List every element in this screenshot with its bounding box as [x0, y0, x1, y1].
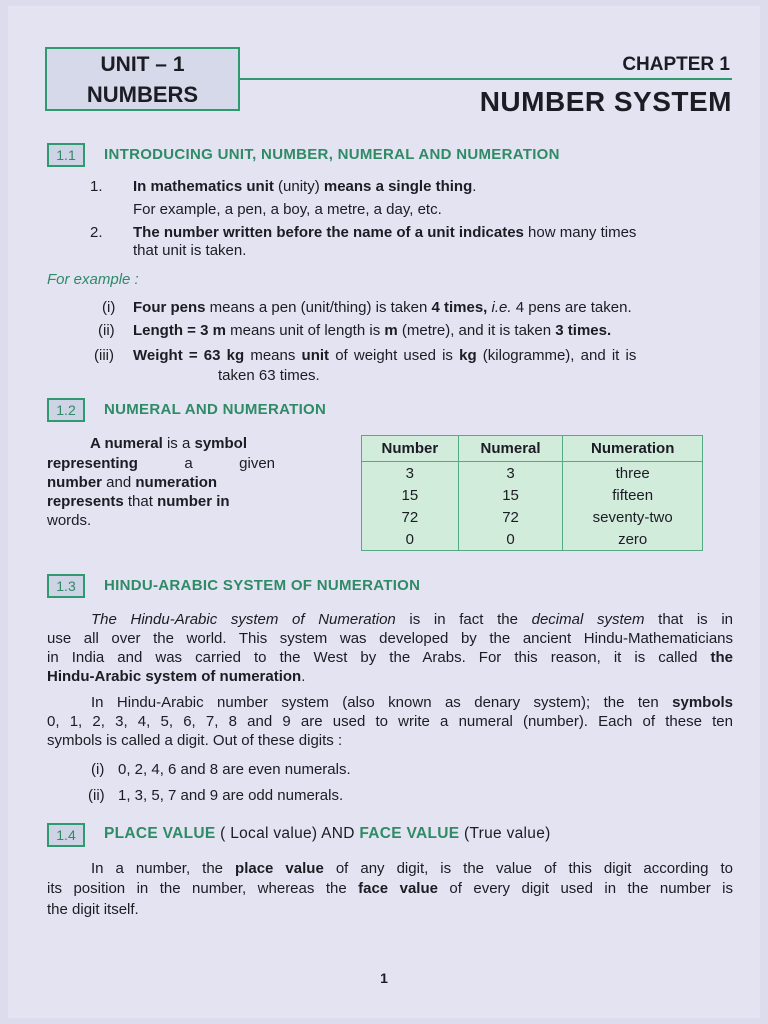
place-value-line-2: its position in the number, whereas the face value of every digit used in the number is: [47, 880, 733, 897]
section-number-1-3: 1.3: [47, 574, 85, 598]
numeral-definition-line-4: represents that number in: [47, 493, 230, 510]
digits-item-2-text: 1, 3, 5, 7 and 9 are odd numerals.: [118, 787, 344, 804]
table-row: [362, 484, 703, 506]
chapter-label: CHAPTER 1: [622, 54, 730, 75]
example-1-text: Four pens means a pen (unit/thing) is taken 4 times, i.e. 4 pens are taken.: [133, 299, 632, 316]
place-value-line-3: the digit itself.: [47, 901, 139, 918]
place-value-line-1: In a number, the place value of any digit, is the value of this digit according to: [91, 860, 733, 877]
example-3-index: (iii): [94, 347, 114, 364]
example-3-text: Weight = 63 kg means unit of weight used is kg (kilogramme), and it is: [133, 347, 637, 364]
table-row: [362, 462, 703, 485]
hindu-arabic-para-2-line-2: 0, 1, 2, 3, 4, 5, 6, 7, 8 and 9 are used to write a numeral (number). Each of these ten: [47, 713, 733, 730]
digits-item-1-text: 0, 2, 4, 6 and 8 are even numerals.: [118, 761, 351, 778]
table-cell: zero: [563, 528, 703, 551]
numeration-table: [361, 435, 703, 551]
section-title-1-4: PLACE VALUE ( Local value) AND FACE VALUE (True value): [104, 825, 551, 842]
hindu-arabic-para-1-line-4: Hindu-Arabic system of numeration.: [47, 668, 306, 685]
point-1-line-1: In mathematics unit (unity) means a single thing.: [133, 178, 477, 195]
table-cell: 0: [362, 528, 459, 551]
unit-title: NUMBERS: [86, 82, 199, 107]
table-header: Numeral: [458, 436, 563, 462]
table-header-row: [362, 436, 703, 462]
hindu-arabic-para-2-line-3: symbols is called a digit. Out of these digits :: [47, 732, 343, 749]
table-cell: 72: [362, 506, 459, 528]
example-3-line-2: taken 63 times.: [218, 367, 320, 384]
section-number-1-2: 1.2: [47, 398, 85, 422]
table-cell: seventy-two: [563, 506, 703, 528]
point-2-line-2: that unit is taken.: [133, 242, 247, 259]
section-number-1-4: 1.4: [47, 823, 85, 847]
section-title-1-3: HINDU-ARABIC SYSTEM OF NUMERATION: [104, 577, 421, 594]
table-row: [362, 528, 703, 551]
table-cell: 3: [362, 462, 459, 485]
table-header: Numeration: [563, 436, 703, 462]
chapter-title: NUMBER SYSTEM: [479, 86, 732, 117]
hindu-arabic-para-1-line-2: use all over the world. This system was developed by the ancient Hindu-Mathematicians: [47, 630, 733, 647]
point-2-line-1: The number written before the name of a unit indicates how many times: [133, 224, 637, 241]
unit-label: UNIT – 1: [100, 53, 185, 76]
table-cell: 15: [362, 484, 459, 506]
point-2-index: 2.: [90, 224, 103, 241]
table-header: Number: [362, 436, 459, 462]
section-title-1-1: INTRODUCING UNIT, NUMBER, NUMERAL AND NUMERATION: [104, 146, 560, 163]
table-cell: three: [563, 462, 703, 485]
table-row: [362, 506, 703, 528]
hindu-arabic-para-1-line-1: The Hindu-Arabic system of Numeration is in fact the decimal system that is in: [91, 611, 734, 628]
table-cell: fifteen: [563, 484, 703, 506]
section-number-1-1: 1.1: [47, 143, 85, 167]
for-example-label: For example :: [47, 271, 139, 288]
example-1-index: (i): [102, 299, 116, 316]
point-1-index: 1.: [90, 178, 103, 195]
hindu-arabic-para-1-line-3: in India and was carried to the West by the Arabs. For this reason, it is called the: [47, 649, 733, 666]
digits-item-1-index: (i): [91, 761, 105, 778]
numeral-definition-line-5: words.: [47, 512, 92, 529]
header-rule: [240, 78, 732, 80]
example-2-index: (ii): [98, 322, 115, 339]
digits-item-2-index: (ii): [88, 787, 105, 804]
example-2-text: Length = 3 m means unit of length is m (metre), and it is taken 3 times.: [133, 322, 612, 339]
table-cell: 72: [458, 506, 563, 528]
table-cell: 15: [458, 484, 563, 506]
table-cell: 3: [458, 462, 563, 485]
section-title-1-2: NUMERAL AND NUMERATION: [104, 401, 327, 418]
unit-box: [45, 47, 240, 111]
numeral-definition-line-3: number and numeration: [47, 474, 218, 491]
numeral-definition-line-2: representing a given: [47, 455, 275, 472]
table-cell: 0: [458, 528, 563, 551]
hindu-arabic-para-2-line-1: In Hindu-Arabic number system (also known as denary system); the ten symbols: [91, 694, 733, 711]
point-1-line-2: For example, a pen, a boy, a metre, a day, etc.: [133, 201, 442, 218]
numeral-definition-line-1: A numeral is a symbol: [90, 435, 247, 452]
page-number: 1: [380, 970, 388, 986]
